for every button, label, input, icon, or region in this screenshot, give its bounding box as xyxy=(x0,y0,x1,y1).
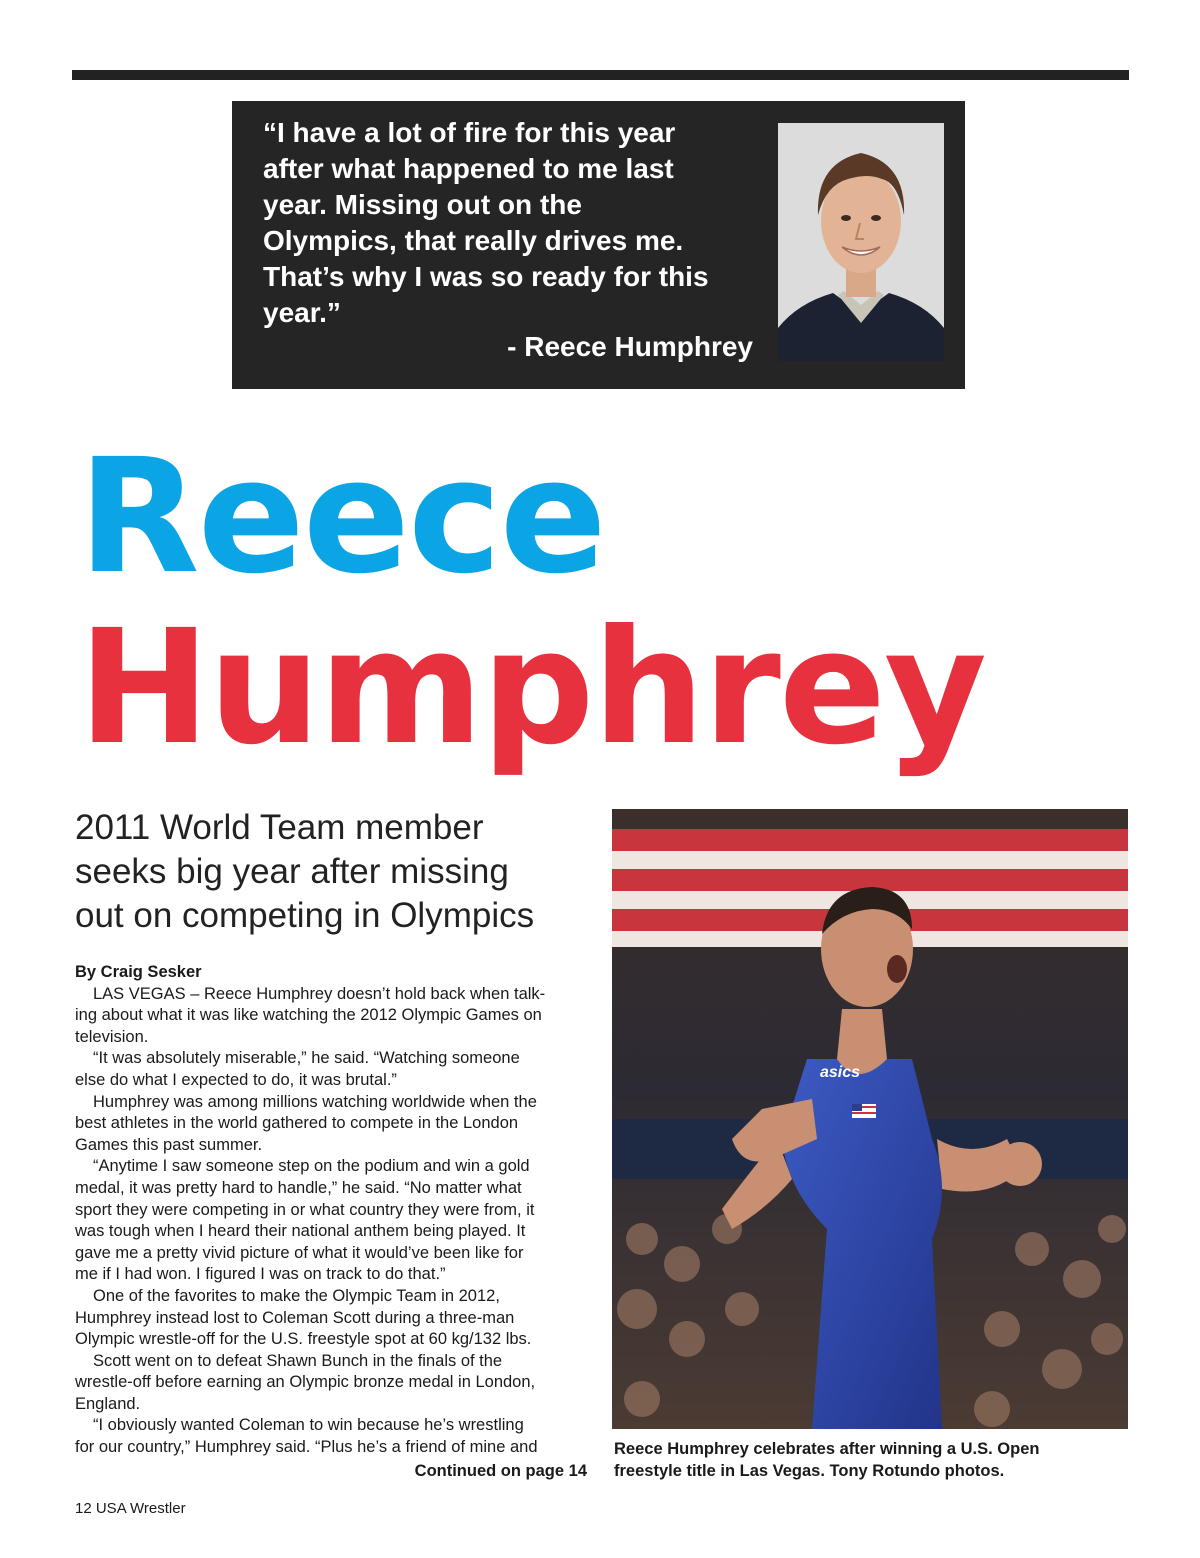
flag-patch xyxy=(852,1104,876,1118)
article-line: gave me a pretty vivid picture of what it would’ve been like for xyxy=(75,1243,524,1262)
continued-link[interactable]: Continued on page 14 xyxy=(414,1462,587,1480)
top-rule xyxy=(72,70,1129,80)
article-line: “It was absolutely miserable,” he said. “Watching someone xyxy=(93,1049,520,1068)
article-line: medal, it was pretty hard to handle,” he said. “No matter what xyxy=(75,1178,522,1197)
subhead-line: seeks big year after missing xyxy=(75,852,509,891)
quote-line: after what happened to me last xyxy=(263,153,674,184)
caption-line: freestyle title in Las Vegas. Tony Rotundo photos. xyxy=(614,1462,1005,1480)
pull-quote-text xyxy=(263,115,763,331)
article-line: “Anytime I saw someone step on the podium and win a gold xyxy=(93,1157,530,1176)
subhead-line: 2011 World Team member xyxy=(75,808,484,847)
article-line: “I obviously wanted Coleman to win because he’s wrestling xyxy=(93,1416,524,1435)
article-body xyxy=(75,962,595,1459)
action-photo-illustration xyxy=(612,809,1128,1429)
article-line: Humphrey instead lost to Coleman Scott during a three-man xyxy=(75,1308,515,1327)
article-line: One of the favorites to make the Olympic Team in 2012, xyxy=(93,1286,500,1305)
photo-caption xyxy=(614,1438,1134,1482)
subhead-line: out on competing in Olympics xyxy=(75,896,535,935)
article-line: television. xyxy=(75,1027,149,1046)
quote-attribution: - Reece Humphrey xyxy=(507,331,753,362)
subheadline xyxy=(75,806,585,938)
page-footer: 12 USA Wrestler xyxy=(75,1500,186,1517)
headline-first-name: Reece xyxy=(78,425,605,609)
quote-line: That’s why I was so ready for this xyxy=(263,261,709,292)
suit-brand-text: asics xyxy=(820,1064,861,1081)
article-line: me if I had won. I figured I was on track to do that.” xyxy=(75,1265,446,1284)
quote-line: Olympics, that really drives me. xyxy=(263,225,684,256)
quote-line: “I have a lot of fire for this year xyxy=(263,117,676,148)
article-line: Scott went on to defeat Shawn Bunch in the finals of the xyxy=(93,1351,503,1370)
article-line: Games this past summer. xyxy=(75,1135,263,1154)
article-line: Humphrey was among millions watching worldwide when the xyxy=(93,1092,537,1111)
quote-line: year. Missing out on the xyxy=(263,189,582,220)
article-line: England. xyxy=(75,1394,141,1413)
caption-line: Reece Humphrey celebrates after winning a U.S. Open xyxy=(614,1440,1040,1458)
article-line: wrestle-off before earning an Olympic bronze medal in London, xyxy=(75,1373,536,1392)
article-line: else do what I expected to do, it was brutal.” xyxy=(75,1070,397,1089)
article-line: LAS VEGAS – Reece Humphrey doesn’t hold back when talk- xyxy=(93,984,546,1003)
article-line: best athletes in the world gathered to compete in the London xyxy=(75,1114,519,1133)
article-line: was tough when I heard their national anthem being played. It xyxy=(75,1222,526,1241)
quote-line: year.” xyxy=(263,297,341,328)
action-photo xyxy=(612,809,1128,1429)
article-line: sport they were competing in or what country they were from, it xyxy=(75,1200,535,1219)
headshot-illustration xyxy=(778,123,944,361)
byline: By Craig Sesker xyxy=(75,963,202,981)
article-line: ing about what it was like watching the 2012 Olympic Games on xyxy=(75,1006,542,1025)
pull-quote-box xyxy=(232,101,965,389)
headline-last-name: Humphrey xyxy=(78,596,986,780)
headshot-photo xyxy=(778,123,944,361)
article-line: for our country,” Humphrey said. “Plus he’s a friend of mine and xyxy=(75,1438,538,1457)
article-line: Olympic wrestle-off for the U.S. freestyle spot at 60 kg/132 lbs. xyxy=(75,1330,532,1349)
